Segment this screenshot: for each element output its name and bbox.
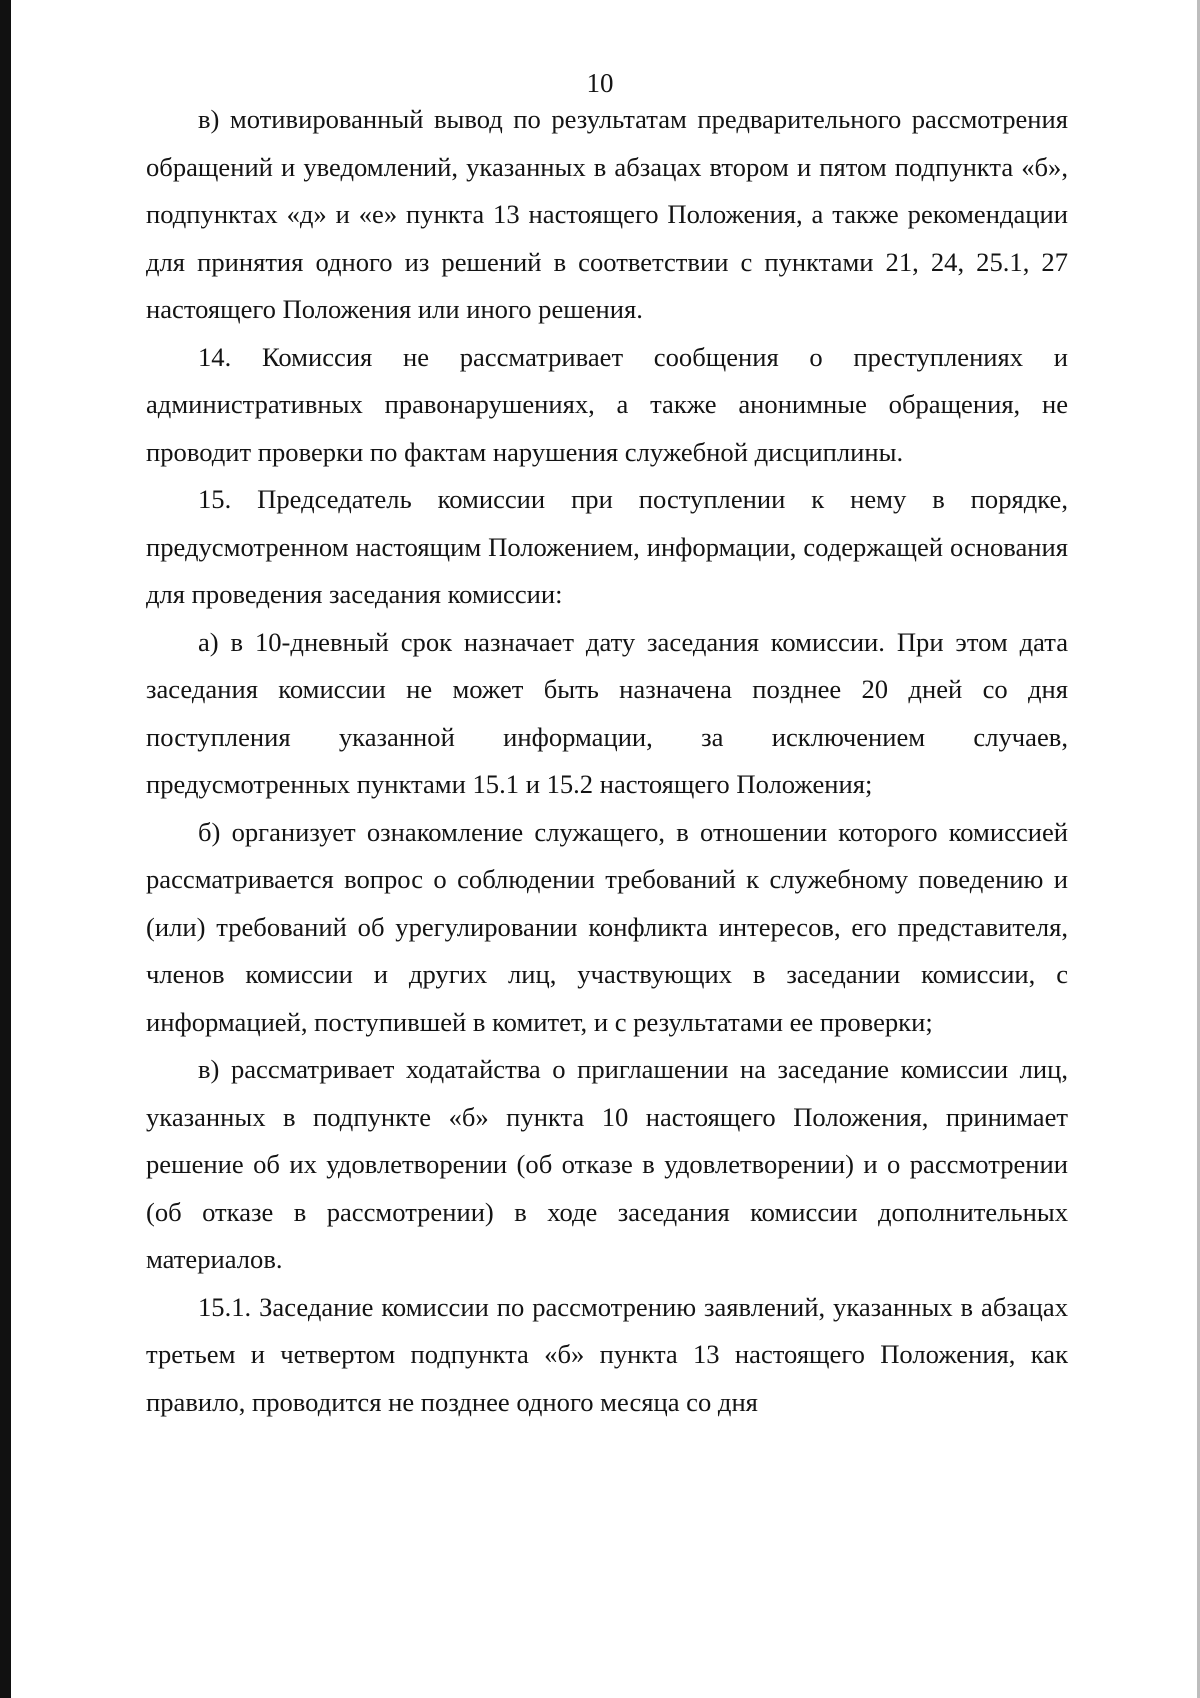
paragraph-15: 15. Председатель комиссии при поступлении к нему в порядке, предусмотренном настоящим Положением, информации, содержащей основания для проведения заседания комиссии: [146,484,1068,609]
paragraph-conclusion: в) мотивированный вывод по результатам предварительного рассмотрения обращений и уведомлений, указанных в абзацах втором и пятом подпункта «б», подпунктах «д» и «е» пункта 13 настоящего Положения, а также рекомендации для принятия одного из решений в соответствии с пунктами 21, 24, 25.1, 27 настоящего Положения или иного решения. [146,104,1068,324]
paragraph-15-1: 15.1. Заседание комиссии по рассмотрению заявлений, указанных в абзацах третьем и четвертом подпункта «б» пункта 13 настоящего Положения, как правило, проводится не позднее одного месяца со дня [146,1291,1068,1417]
document-body [146,96,1068,1426]
paragraph-14: 14. Комиссия не рассматривает сообщения о преступлениях и административных правонарушениях, а также анонимные обращения, не проводит проверки по фактам нарушения служебной дисциплины. [146,341,1068,467]
paragraph-15-a: а) в 10-дневный срок назначает дату заседания комиссии. При этом дата заседания комиссии не может быть назначена позднее 20 дней со дня поступления указанной информации, за исключением случаев, предусмотренных пунктами 15.1 и 15.2 настоящего Положения; [146,626,1068,799]
paragraph-15-b: б) организует ознакомление служащего, в отношении которого комиссией рассматривается вопрос о соблюдении требований к служебному поведению и (или) требований об урегулировании конфликта интересов, его представителя, членов комиссии и других лиц, участвующих в заседании комиссии, с информацией, поступившей в комитет, и с результатами ее проверки; [146,816,1068,1037]
paragraph-15-v: в) рассматривает ходатайства о приглашении на заседание комиссии лиц, указанных в подпункте «б» пункта 10 настоящего Положения, принимает решение об их удовлетворении (об отказе в удовлетворении) и о рассмотрении (об отказе в рассмотрении) в ходе заседания комиссии дополнительных материалов. [146,1054,1068,1274]
page-number: 10 [586,68,614,98]
scan-left-edge [0,0,11,1698]
